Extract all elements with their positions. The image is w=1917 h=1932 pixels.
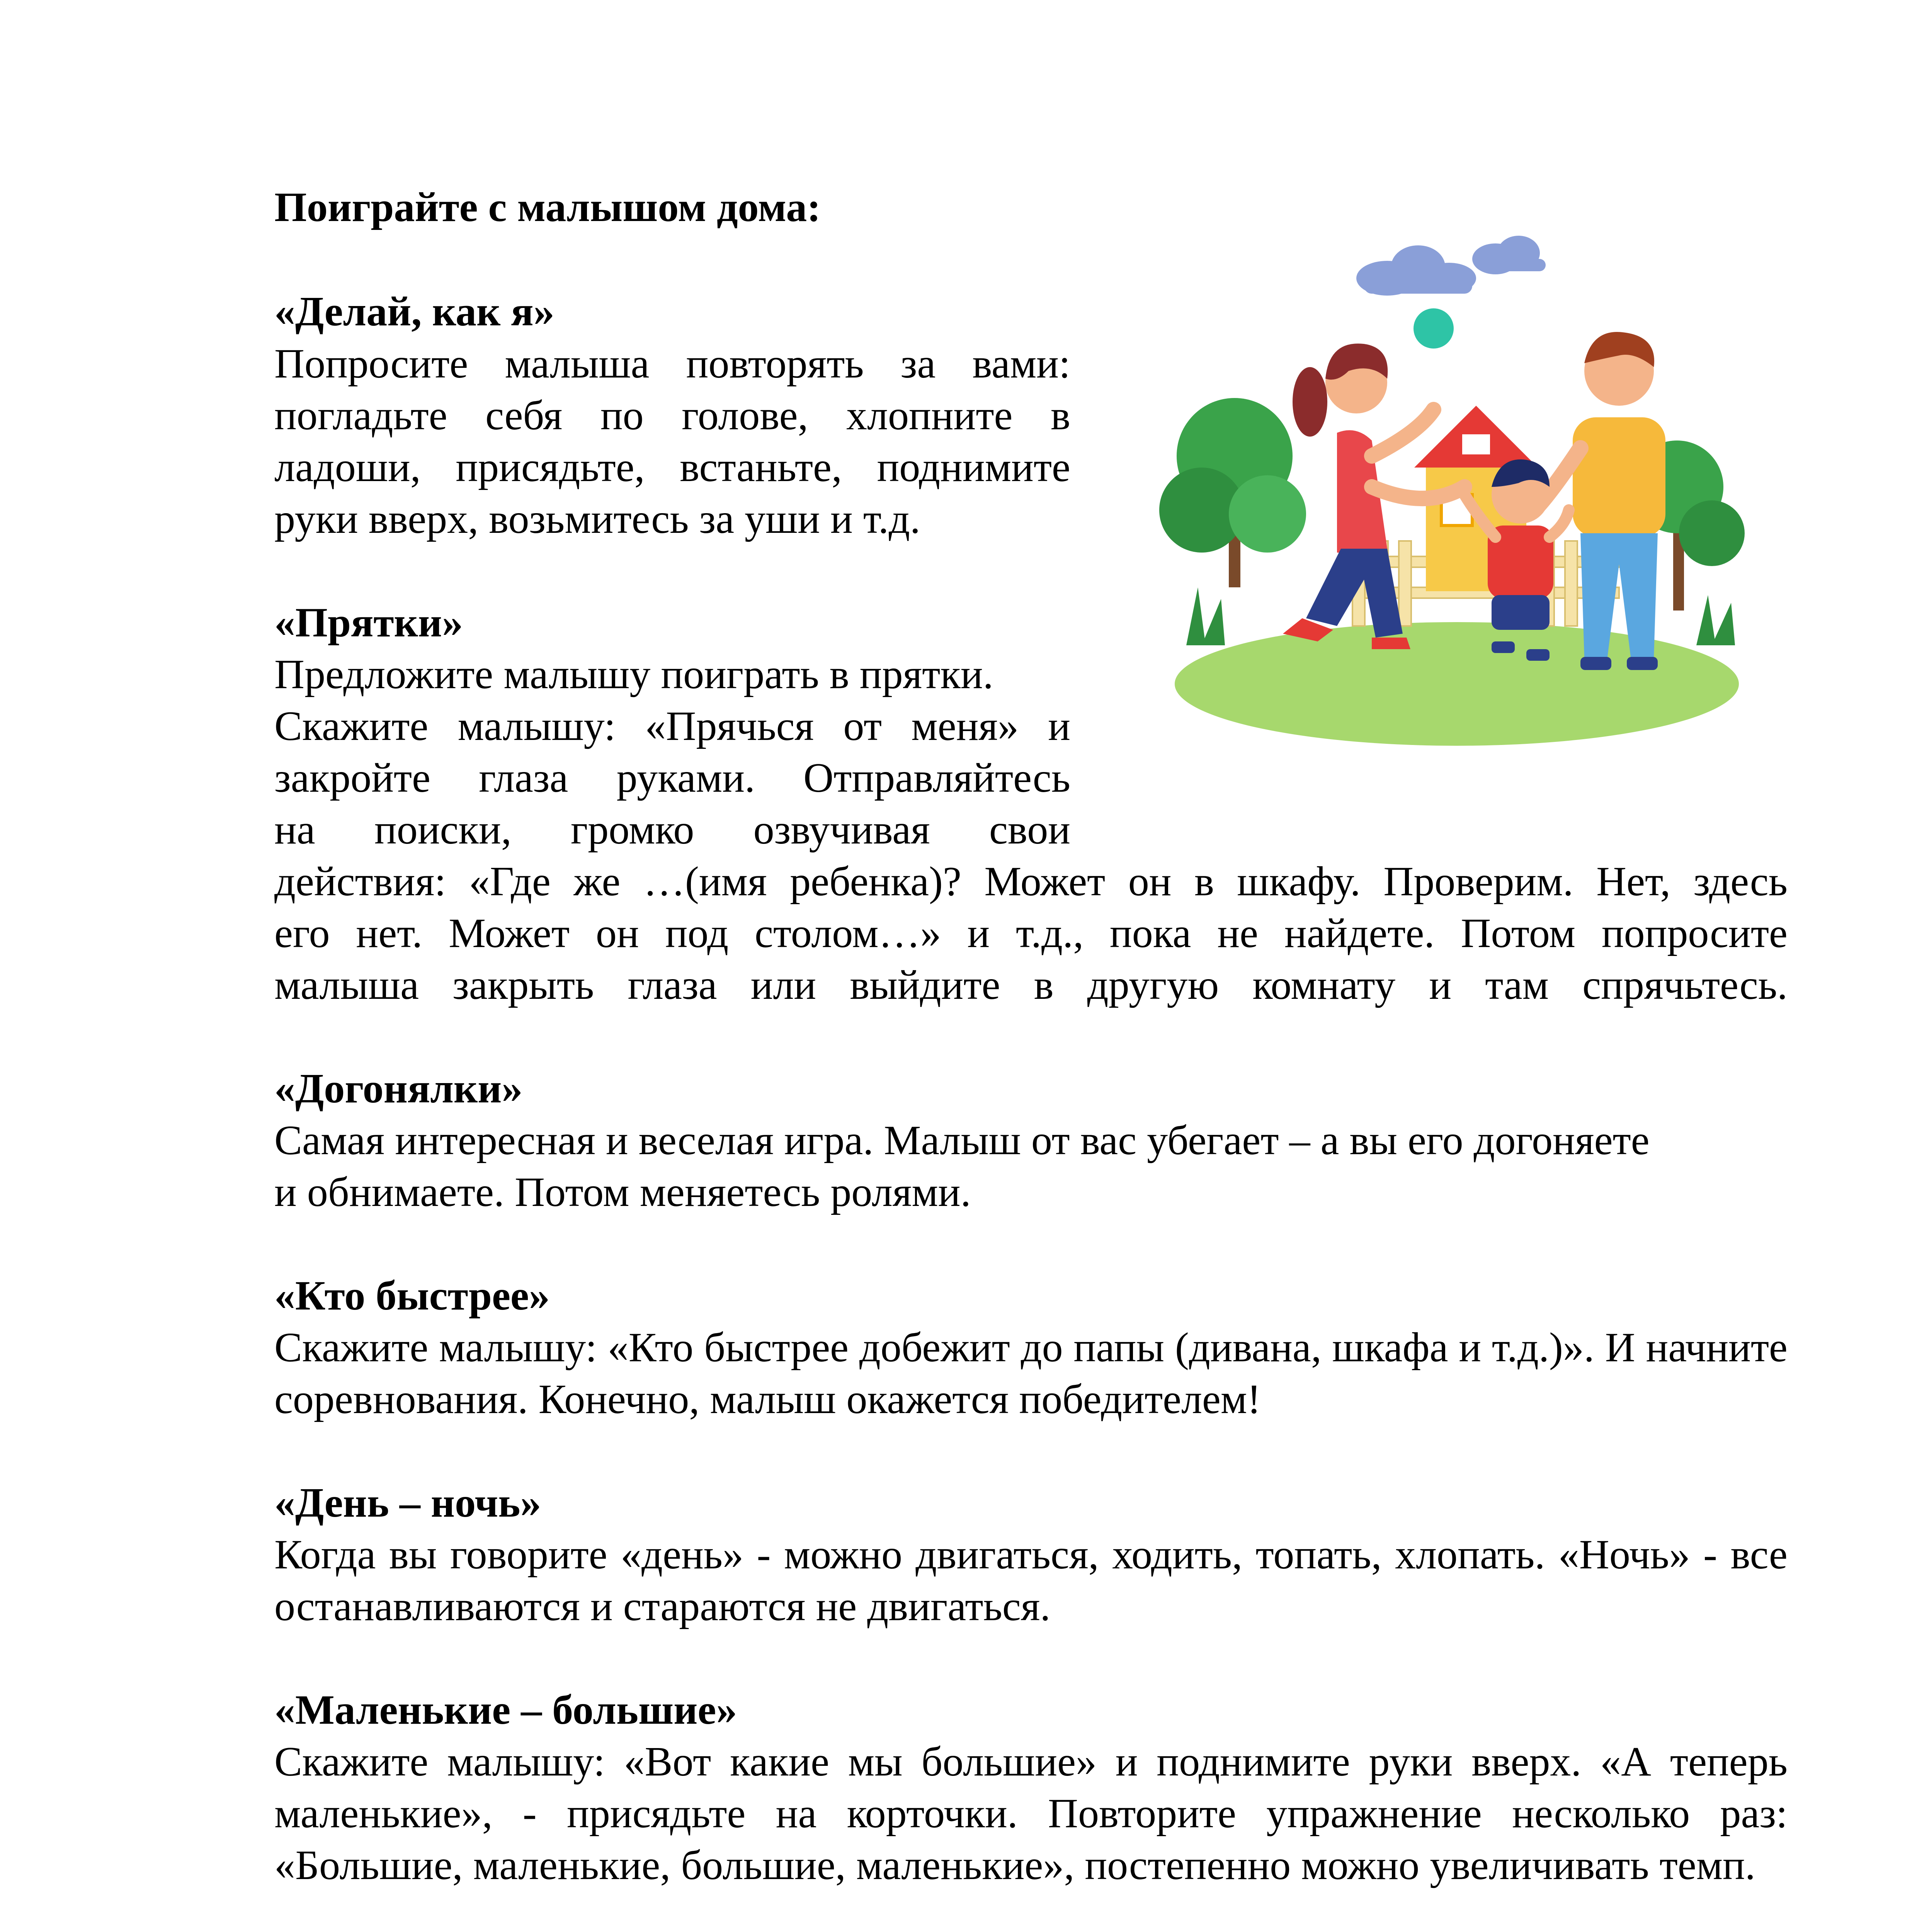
game-text: Когда вы говорите «день» - можно двигаться, ходить, топать, хлопать. «Ночь» - все останавливаются и стараются не двигаться. — [274, 1532, 1788, 1629]
game-text: Скажите малышу: «Кто быстрее добежит до папы (дивана, шкафа и т.д.)». И начните соревнования. Конечно, малыш окажется победителем! — [274, 1325, 1788, 1422]
cloud-icon — [1356, 236, 1546, 296]
game-heading-mimic: «Делай, как я» — [274, 289, 555, 335]
game-text-line: ладоши, присядьте, встаньте, поднимите — [274, 444, 1070, 490]
game-text-line: Попросите малыша повторять за вами: — [274, 341, 1070, 387]
game-heading-hide-and-seek: «Прятки» — [274, 600, 463, 646]
ball-icon — [1414, 308, 1454, 349]
game-heading-day-night: «День – ночь» — [274, 1480, 541, 1526]
game-text-line: действия: «Где же …(имя ребенка)? Может он в шкафу. Проверим. Нет, здесь — [274, 859, 1788, 905]
tree-left — [1159, 398, 1306, 587]
game-text-line: Скажите малышу: «Прячься от меня» и — [274, 703, 1070, 749]
family-playing-illustration — [1155, 216, 1750, 750]
game-heading-who-is-faster: «Кто быстрее» — [274, 1273, 550, 1319]
game-text-line: малыша закрыть глаза или выйдите в другую комнату и там спрячьтесь. — [274, 962, 1788, 1008]
game-text-line: руки вверх, возьмитесь за уши и т.д. — [274, 496, 920, 542]
game-text-line: Самая интересная и веселая игра. Малыш от вас убегает – а вы его догоняете — [274, 1117, 1650, 1163]
game-text-line: и обнимаете. Потом меняетесь ролями. — [274, 1169, 971, 1215]
page-title: Поиграйте с малышом дома: — [274, 184, 821, 230]
game-text: Скажите малышу: «Вот какие мы большие» и поднимите руки вверх. «А теперь маленькие», - присядьте на корточки. Повторите упражнение несколько раз: «Большие, маленькие, большие, маленькие», постепенно можно увеличивать темп. — [274, 1739, 1788, 1888]
game-text-line: его нет. Может он под столом…» и т.д., пока не найдете. Потом попросите — [274, 910, 1788, 956]
game-text-line: Предложите малышу поиграть в прятки. — [274, 651, 993, 697]
game-heading-small-big: «Маленькие – большие» — [274, 1687, 737, 1733]
game-text-line: на поиски, громко озвучивая свои — [274, 807, 1070, 853]
game-text-line: закройте глаза руками. Отправляйтесь — [274, 755, 1070, 801]
mother-figure — [1283, 344, 1465, 649]
game-heading-tag: «Догонялки» — [274, 1066, 523, 1112]
game-text-line: погладьте себя по голове, хлопните в — [274, 393, 1070, 439]
